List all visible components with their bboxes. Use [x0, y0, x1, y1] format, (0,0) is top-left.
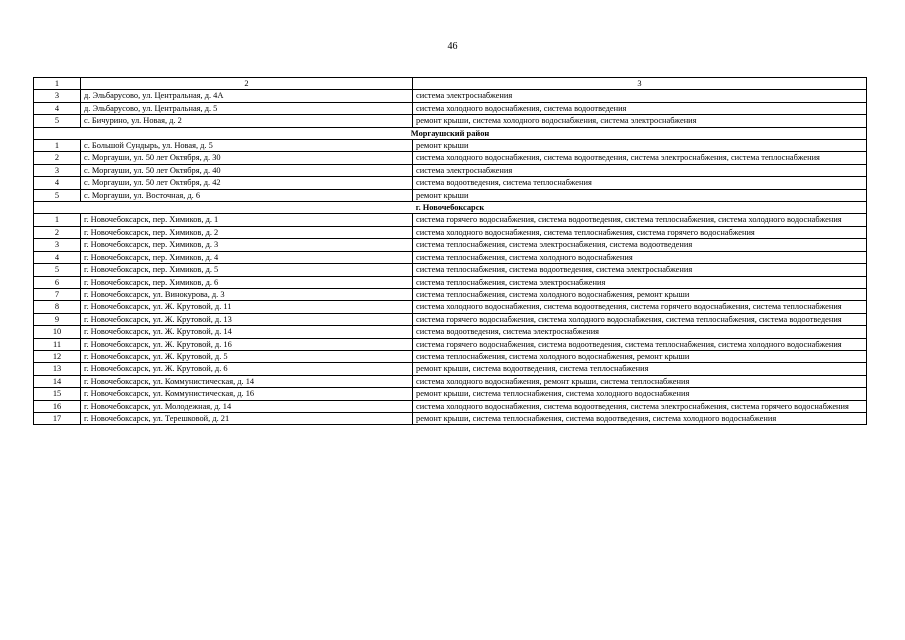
- works-table: [33, 77, 867, 425]
- row-address: г. Новочебоксарск, пер. Химиков, д. 6: [81, 276, 413, 288]
- table-row: [34, 264, 867, 276]
- row-address: г. Новочебоксарск, ул. Ж. Крутовой, д. 14: [81, 326, 413, 338]
- table-row: [34, 177, 867, 189]
- table-row: [34, 412, 867, 424]
- section-header-row: [34, 202, 867, 214]
- row-works: система горячего водоснабжения, система водоотведения, система теплоснабжения, система холодного водоснабжения: [413, 214, 867, 226]
- header-col-3: 3: [413, 78, 867, 90]
- row-works: система теплоснабжения, система электроснабжения, система водоотведения: [413, 239, 867, 251]
- table-row: [34, 288, 867, 300]
- row-address: г. Новочебоксарск, ул. Терешковой, д. 21: [81, 412, 413, 424]
- row-address: д. Эльбарусово, ул. Центральная, д. 4А: [81, 90, 413, 102]
- row-address: с. Бичурино, ул. Новая, д. 2: [81, 115, 413, 127]
- table-row: [34, 102, 867, 114]
- table-row: [34, 115, 867, 127]
- row-address: г. Новочебоксарск, ул. Винокурова, д. 3: [81, 288, 413, 300]
- table-row: [34, 313, 867, 325]
- row-address: г. Новочебоксарск, ул. Ж. Крутовой, д. 5: [81, 350, 413, 362]
- table-row: [34, 226, 867, 238]
- row-address: с. Моргауши, ул. 50 лет Октября, д. 30: [81, 152, 413, 164]
- row-works: система холодного водоснабжения, система водоотведения, система электроснабжения, система горячего водоснабжения: [413, 400, 867, 412]
- row-works: ремонт крыши, система водоотведения, система теплоснабжения: [413, 363, 867, 375]
- row-number: 5: [34, 115, 81, 127]
- row-works: система электроснабжения: [413, 90, 867, 102]
- row-number: 10: [34, 326, 81, 338]
- row-works: ремонт крыши, система теплоснабжения, система водоотведения, система холодного водоснабжения: [413, 412, 867, 424]
- row-address: г. Новочебоксарск, ул. Молодежная, д. 14: [81, 400, 413, 412]
- row-number: 4: [34, 251, 81, 263]
- section-header-row: [34, 127, 867, 139]
- row-address: г. Новочебоксарск, ул. Ж. Крутовой, д. 11: [81, 301, 413, 313]
- row-works: ремонт крыши: [413, 140, 867, 152]
- table-row: [34, 164, 867, 176]
- row-works: система теплоснабжения, система холодного водоснабжения, ремонт крыши: [413, 288, 867, 300]
- row-number: 3: [34, 239, 81, 251]
- table-row: [34, 214, 867, 226]
- table-row: [34, 400, 867, 412]
- row-number: 13: [34, 363, 81, 375]
- table-row: [34, 189, 867, 201]
- row-works: система холодного водоснабжения, система теплоснабжения, система горячего водоснабжения: [413, 226, 867, 238]
- row-number: 3: [34, 164, 81, 176]
- row-address: г. Новочебоксарск, пер. Химиков, д. 2: [81, 226, 413, 238]
- row-address: г. Новочебоксарск, ул. Ж. Крутовой, д. 6: [81, 363, 413, 375]
- section-title: Моргаушский район: [34, 127, 867, 139]
- row-address: г. Новочебоксарск, ул. Ж. Крутовой, д. 13: [81, 313, 413, 325]
- row-number: 3: [34, 90, 81, 102]
- row-address: г. Новочебоксарск, пер. Химиков, д. 1: [81, 214, 413, 226]
- row-address: с. Большой Сундырь, ул. Новая, д. 5: [81, 140, 413, 152]
- row-number: 2: [34, 152, 81, 164]
- row-address: г. Новочебоксарск, ул. Коммунистическая, д. 14: [81, 375, 413, 387]
- header-col-1: 1: [34, 78, 81, 90]
- row-address: г. Новочебоксарск, ул. Ж. Крутовой, д. 16: [81, 338, 413, 350]
- table-row: [34, 363, 867, 375]
- row-works: система теплоснабжения, система водоотведения, система электроснабжения: [413, 264, 867, 276]
- row-number: 9: [34, 313, 81, 325]
- row-works: система теплоснабжения, система электроснабжения: [413, 276, 867, 288]
- table-row: [34, 152, 867, 164]
- row-works: система холодного водоснабжения, система водоотведения, система электроснабжения, система теплоснабжения: [413, 152, 867, 164]
- row-address: г. Новочебоксарск, пер. Химиков, д. 3: [81, 239, 413, 251]
- row-works: система холодного водоснабжения, система водоотведения, система горячего водоснабжения, система теплоснабжения: [413, 301, 867, 313]
- row-number: 7: [34, 288, 81, 300]
- row-address: д. Эльбарусово, ул. Центральная, д. 5: [81, 102, 413, 114]
- table-row: [34, 140, 867, 152]
- row-number: 15: [34, 388, 81, 400]
- row-works: система горячего водоснабжения, система водоотведения, система теплоснабжения, система холодного водоснабжения: [413, 338, 867, 350]
- row-number: 4: [34, 177, 81, 189]
- section-title: г. Новочебоксарск: [34, 202, 867, 214]
- row-works: система теплоснабжения, система холодного водоснабжения: [413, 251, 867, 263]
- row-number: 11: [34, 338, 81, 350]
- row-number: 5: [34, 264, 81, 276]
- row-address: с. Моргауши, ул. 50 лет Октября, д. 40: [81, 164, 413, 176]
- table-row: [34, 90, 867, 102]
- row-number: 8: [34, 301, 81, 313]
- page-number: 46: [447, 41, 458, 52]
- row-number: 1: [34, 140, 81, 152]
- row-address: г. Новочебоксарск, ул. Коммунистическая, д. 16: [81, 388, 413, 400]
- table-row: [34, 276, 867, 288]
- row-works: система теплоснабжения, система холодного водоснабжения, ремонт крыши: [413, 350, 867, 362]
- row-works: система холодного водоснабжения, ремонт крыши, система теплоснабжения: [413, 375, 867, 387]
- row-number: 12: [34, 350, 81, 362]
- table-row: [34, 251, 867, 263]
- row-number: 14: [34, 375, 81, 387]
- row-works: система водоотведения, система теплоснабжения: [413, 177, 867, 189]
- row-number: 6: [34, 276, 81, 288]
- row-works: ремонт крыши, система холодного водоснабжения, система электроснабжения: [413, 115, 867, 127]
- row-works: система электроснабжения: [413, 164, 867, 176]
- table-row: [34, 350, 867, 362]
- row-number: 16: [34, 400, 81, 412]
- row-address: г. Новочебоксарск, пер. Химиков, д. 5: [81, 264, 413, 276]
- table-row: [34, 239, 867, 251]
- row-number: 4: [34, 102, 81, 114]
- row-address: с. Моргауши, ул. 50 лет Октября, д. 42: [81, 177, 413, 189]
- row-works: система водоотведения, система электроснабжения: [413, 326, 867, 338]
- table-row: [34, 375, 867, 387]
- table-row: [34, 388, 867, 400]
- row-number: 2: [34, 226, 81, 238]
- row-address: с. Моргауши, ул. Восточная, д. 6: [81, 189, 413, 201]
- row-works: ремонт крыши: [413, 189, 867, 201]
- row-works: система горячего водоснабжения, система холодного водоснабжения, система теплоснабжения, система водоотведения: [413, 313, 867, 325]
- row-address: г. Новочебоксарск, пер. Химиков, д. 4: [81, 251, 413, 263]
- header-col-2: 2: [81, 78, 413, 90]
- table-row: [34, 326, 867, 338]
- row-number: 17: [34, 412, 81, 424]
- table-row: [34, 338, 867, 350]
- table-header-row: [34, 78, 867, 90]
- row-number: 1: [34, 214, 81, 226]
- row-works: система холодного водоснабжения, система водоотведения: [413, 102, 867, 114]
- row-number: 5: [34, 189, 81, 201]
- table-row: [34, 301, 867, 313]
- row-works: ремонт крыши, система теплоснабжения, система холодного водоснабжения: [413, 388, 867, 400]
